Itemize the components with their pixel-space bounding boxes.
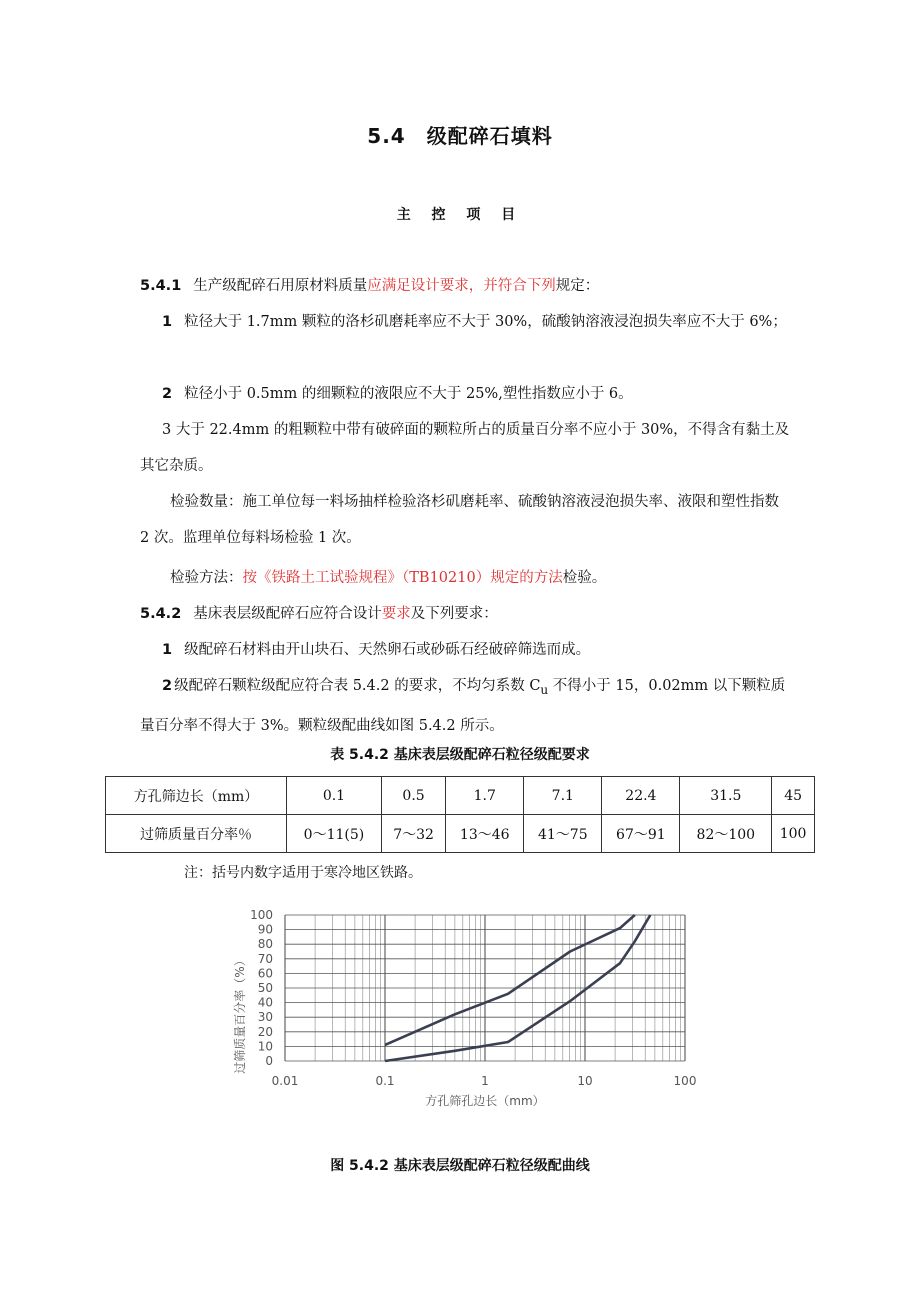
subtitle-main-items: 主 控 项 目	[396, 207, 524, 223]
item-number: 2	[162, 386, 173, 402]
x-tick-label: 0.1	[375, 1074, 395, 1088]
table-cell: 22.4	[602, 777, 680, 815]
highlighted-text: 应满足设计要求，并符合下列	[367, 278, 556, 294]
table-cell: 过筛质量百分率％	[106, 815, 287, 853]
figure-caption: 图 5.4.2 基床表层级配碎石粒径级配曲线	[330, 1158, 590, 1174]
table-cell: 0.1	[287, 777, 382, 815]
clause-5-4-1	[140, 268, 790, 304]
y-tick-label: 30	[257, 1010, 273, 1025]
table-cell: 100	[772, 815, 815, 853]
y-tick-label: 40	[257, 995, 273, 1010]
section-title: 5.4 级配碎石填料	[367, 124, 553, 148]
table-cell: 45	[772, 777, 815, 815]
y-tick-label: 20	[257, 1024, 273, 1039]
table-note: 注：括号内数字适用于寒冷地区铁路。	[184, 865, 422, 881]
clause-text-tail: 及下列要求：	[410, 606, 498, 622]
clause-5-4-2-item-2	[140, 668, 790, 744]
clause-number: 5.4.1	[140, 278, 182, 294]
table-cell: 7.1	[524, 777, 602, 815]
clause-number: 5.4.2	[140, 606, 182, 622]
check-method-tail: 检验。	[562, 570, 607, 586]
highlighted-text: 要求	[381, 606, 411, 622]
table-cell: 1.7	[446, 777, 524, 815]
chart-x-ticks	[272, 1074, 697, 1088]
y-tick-label: 60	[257, 966, 273, 981]
item-number: 1	[162, 314, 173, 330]
table-cell: 13～46	[446, 815, 524, 853]
gradation-table	[105, 776, 815, 853]
table-cell: 41～75	[524, 815, 602, 853]
highlighted-text: 按《铁路土工试验规程》（TB10210）规定的方法	[242, 570, 563, 586]
y-tick-label: 100	[250, 908, 273, 922]
chart-x-axis-label: 方孔筛孔边长（mm）	[425, 1094, 545, 1108]
table-row	[106, 777, 815, 815]
y-tick-label: 90	[257, 922, 273, 937]
y-tick-label: 10	[257, 1039, 273, 1054]
clause-text: 基床表层级配碎石应符合设计	[193, 606, 382, 622]
item-text: 级配碎石颗粒级配应符合表 5.4.2 的要求，不均匀系数 C	[174, 678, 541, 694]
x-tick-label: 0.01	[271, 1074, 299, 1088]
item-number: 2	[162, 678, 173, 694]
item-text: 级配碎石材料由开山块石、天然卵石或砂砾石经破碎筛选而成。	[184, 642, 591, 658]
table-row	[106, 815, 815, 853]
clause-5-4-2-item-1	[140, 632, 790, 668]
gradation-curve-chart	[200, 900, 720, 1115]
clause-5-4-1-item-3	[140, 412, 790, 484]
table-cell: 0.5	[381, 777, 445, 815]
clause-5-4-1-item-2	[140, 376, 790, 412]
check-quantity-text: 检验数量：施工单位每一料场抽样检验洛杉矶磨耗率、硫酸钠溶液浸泡损失率、液限和塑性指数 2 次。监理单位每料场检验 1 次。	[140, 494, 779, 546]
subscript-u: u	[540, 682, 549, 697]
y-tick-label: 0	[265, 1054, 273, 1068]
item-text-tail: 不得小于 15，0.02mm 以下颗粒质量百分率不得大于 3%。颗粒级配曲线如图 5.4.2 所示。	[140, 678, 786, 734]
clause-text: 生产级配碎石用原材料质量	[193, 278, 368, 294]
clause-text-tail: 规定：	[555, 278, 600, 294]
y-tick-label: 50	[257, 981, 273, 995]
table-cell: 82～100	[680, 815, 772, 853]
item-number: 1	[162, 642, 173, 658]
chart-y-ticks	[250, 908, 273, 1068]
table-cell: 31.5	[680, 777, 772, 815]
chart-grid	[285, 915, 685, 1061]
clause-5-4-1-item-1	[140, 304, 790, 340]
item-text: 粒径小于 0.5mm 的细颗粒的液限应不大于 25%,塑性指数应小于 6。	[184, 386, 633, 402]
item-text: 粒径大于 1.7mm 颗粒的洛杉矶磨耗率应不大于 30%，硫酸钠溶液浸泡损失率应不大于 6%；	[184, 314, 787, 330]
table-cell: 7～32	[381, 815, 445, 853]
table-title: 表 5.4.2 基床表层级配碎石粒径级配要求	[330, 747, 590, 763]
x-tick-label: 10	[577, 1074, 593, 1088]
y-tick-label: 70	[257, 951, 273, 966]
x-tick-label: 1	[481, 1074, 489, 1088]
table-cell: 67～91	[602, 815, 680, 853]
x-tick-label: 100	[673, 1074, 697, 1088]
check-method	[140, 560, 790, 596]
y-tick-label: 80	[257, 937, 273, 952]
table-cell: 方孔筛边长（mm）	[106, 777, 287, 815]
table-cell: 0～11(5)	[287, 815, 382, 853]
check-method-label: 检验方法：	[170, 570, 243, 586]
chart-y-axis-label: 过筛质量百分率（%）	[233, 954, 247, 1074]
check-quantity	[140, 484, 790, 556]
clause-5-4-2	[140, 596, 790, 632]
item-text: 3 大于 22.4mm 的粗颗粒中带有破碎面的颗粒所占的质量百分率不应小于 30%，不得含有黏土及其它杂质。	[140, 422, 790, 474]
